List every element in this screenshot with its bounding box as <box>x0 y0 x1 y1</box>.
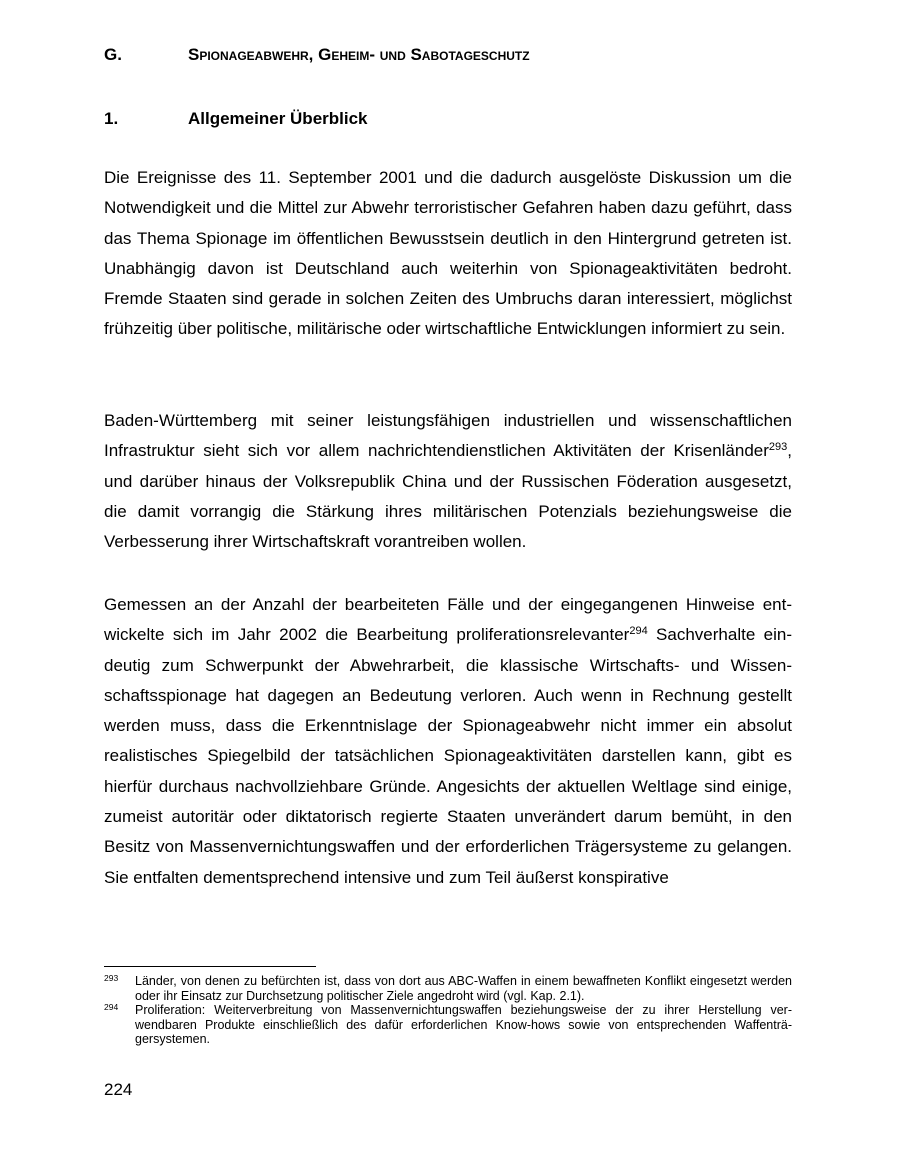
page-number: 224 <box>104 1080 133 1099</box>
paragraph-3-text-a: Gemessen an der Anzahl der bearbeiteten Fälle und der eingegangenen Hinweise entwickelte sich im Jahr 2002 die Bearbeitung proliferationsrelevanter <box>104 595 792 645</box>
footnote-separator <box>104 966 316 967</box>
footnote-ref-293[interactable]: 293 <box>768 441 788 454</box>
footnote-293 <box>104 974 792 1003</box>
body-paragraph-2 <box>104 406 792 557</box>
footnote-text: Länder, von denen zu befürchten ist, dass von dort aus ABC-Waffen in einem bewaffneten Konflikt eingesetzt werden oder ihr Einsatz zur Durchsetzung politischer Ziele angedroht wird (vgl. Kap. 2.1). <box>135 974 792 1003</box>
section-title: Allgemeiner Überblick <box>188 109 368 128</box>
footnote-text: Proliferation: Weiterverbreitung von Massenvernichtungswaffen beziehungsweise der zu ihrer Herstellung verwendbaren Produkte einschließlich des dafür erforderlichen Know-hows sowie von entsprechenden Waffenträgersystemen. <box>135 1003 792 1047</box>
paragraph-3-text-b: Sachverhalte eindeutig zum Schwerpunkt der Abwehrarbeit, die klassische Wirtschafts- und Wissenschaftsspionage hat dagegen an Bedeutung verloren. Auch wenn in Rechnung gestellt werden muss, dass die Erkenntnislage der Spionageabwehr nicht immer ein absolut realistisches Spiegelbild der tatsächlichen Spionageaktivitäten darstellen kann, gibt es hierfür durchaus nachvollziehbare Gründe. Angesichts der aktuellen Weltlage sind einige, zumeist autoritär oder diktatorisch regierte Staaten unverändert darum bemüht, in den Besitz von Massenvernichtungswaffen und der erforderlichen Trägersysteme zu gelangen. Sie entfalten dementsprechend intensive und zum Teil äußerst konspirative <box>104 625 792 887</box>
footnote-ref-294[interactable]: 294 <box>629 625 648 638</box>
footnote-number: 293 <box>104 973 119 983</box>
paragraph-2-text-b: , und darüber hinaus der Volksrepublik China und der Russischen Föderation ausgesetzt, die damit vorrangig die Stärkung ihres militärischen Potenzials beziehungsweise die Verbesserung ihrer Wirtschaftskraft vorantreiben wollen. <box>104 441 792 552</box>
footnote-294 <box>104 1003 792 1047</box>
chapter-number: G. <box>104 45 122 64</box>
chapter-title: Spionageabwehr, Geheim- und Sabotageschutz <box>188 45 530 64</box>
body-paragraph-3 <box>104 590 792 893</box>
body-paragraph-1: Die Ereignisse des 11. September 2001 und die dadurch ausgelöste Diskussion um die Notwendigkeit und die Mittel zur Abwehr terroristischer Gefahren haben dazu geführt, dass das Thema Spionage im öffentlichen Bewusstsein deutlich in den Hintergrund getreten ist. Unabhängig davon ist Deutschland auch weiterhin von Spionageaktivitäten bedroht. Fremde Staaten sind gerade in solchen Zeiten des Umbruchs daran interessiert, möglichst frühzeitig über politische, militärische oder wirtschaftliche Entwicklungen informiert zu sein. <box>104 168 792 339</box>
section-number: 1. <box>104 109 119 128</box>
footnote-number: 294 <box>104 1002 119 1012</box>
paragraph-2-text-a: Baden-Württemberg mit seiner leistungsfähigen industriellen und wissenschaftlichen Infrastruktur sieht sich vor allem nachrichtendienstlichen Aktivitäten der Krisenländer <box>104 411 792 461</box>
